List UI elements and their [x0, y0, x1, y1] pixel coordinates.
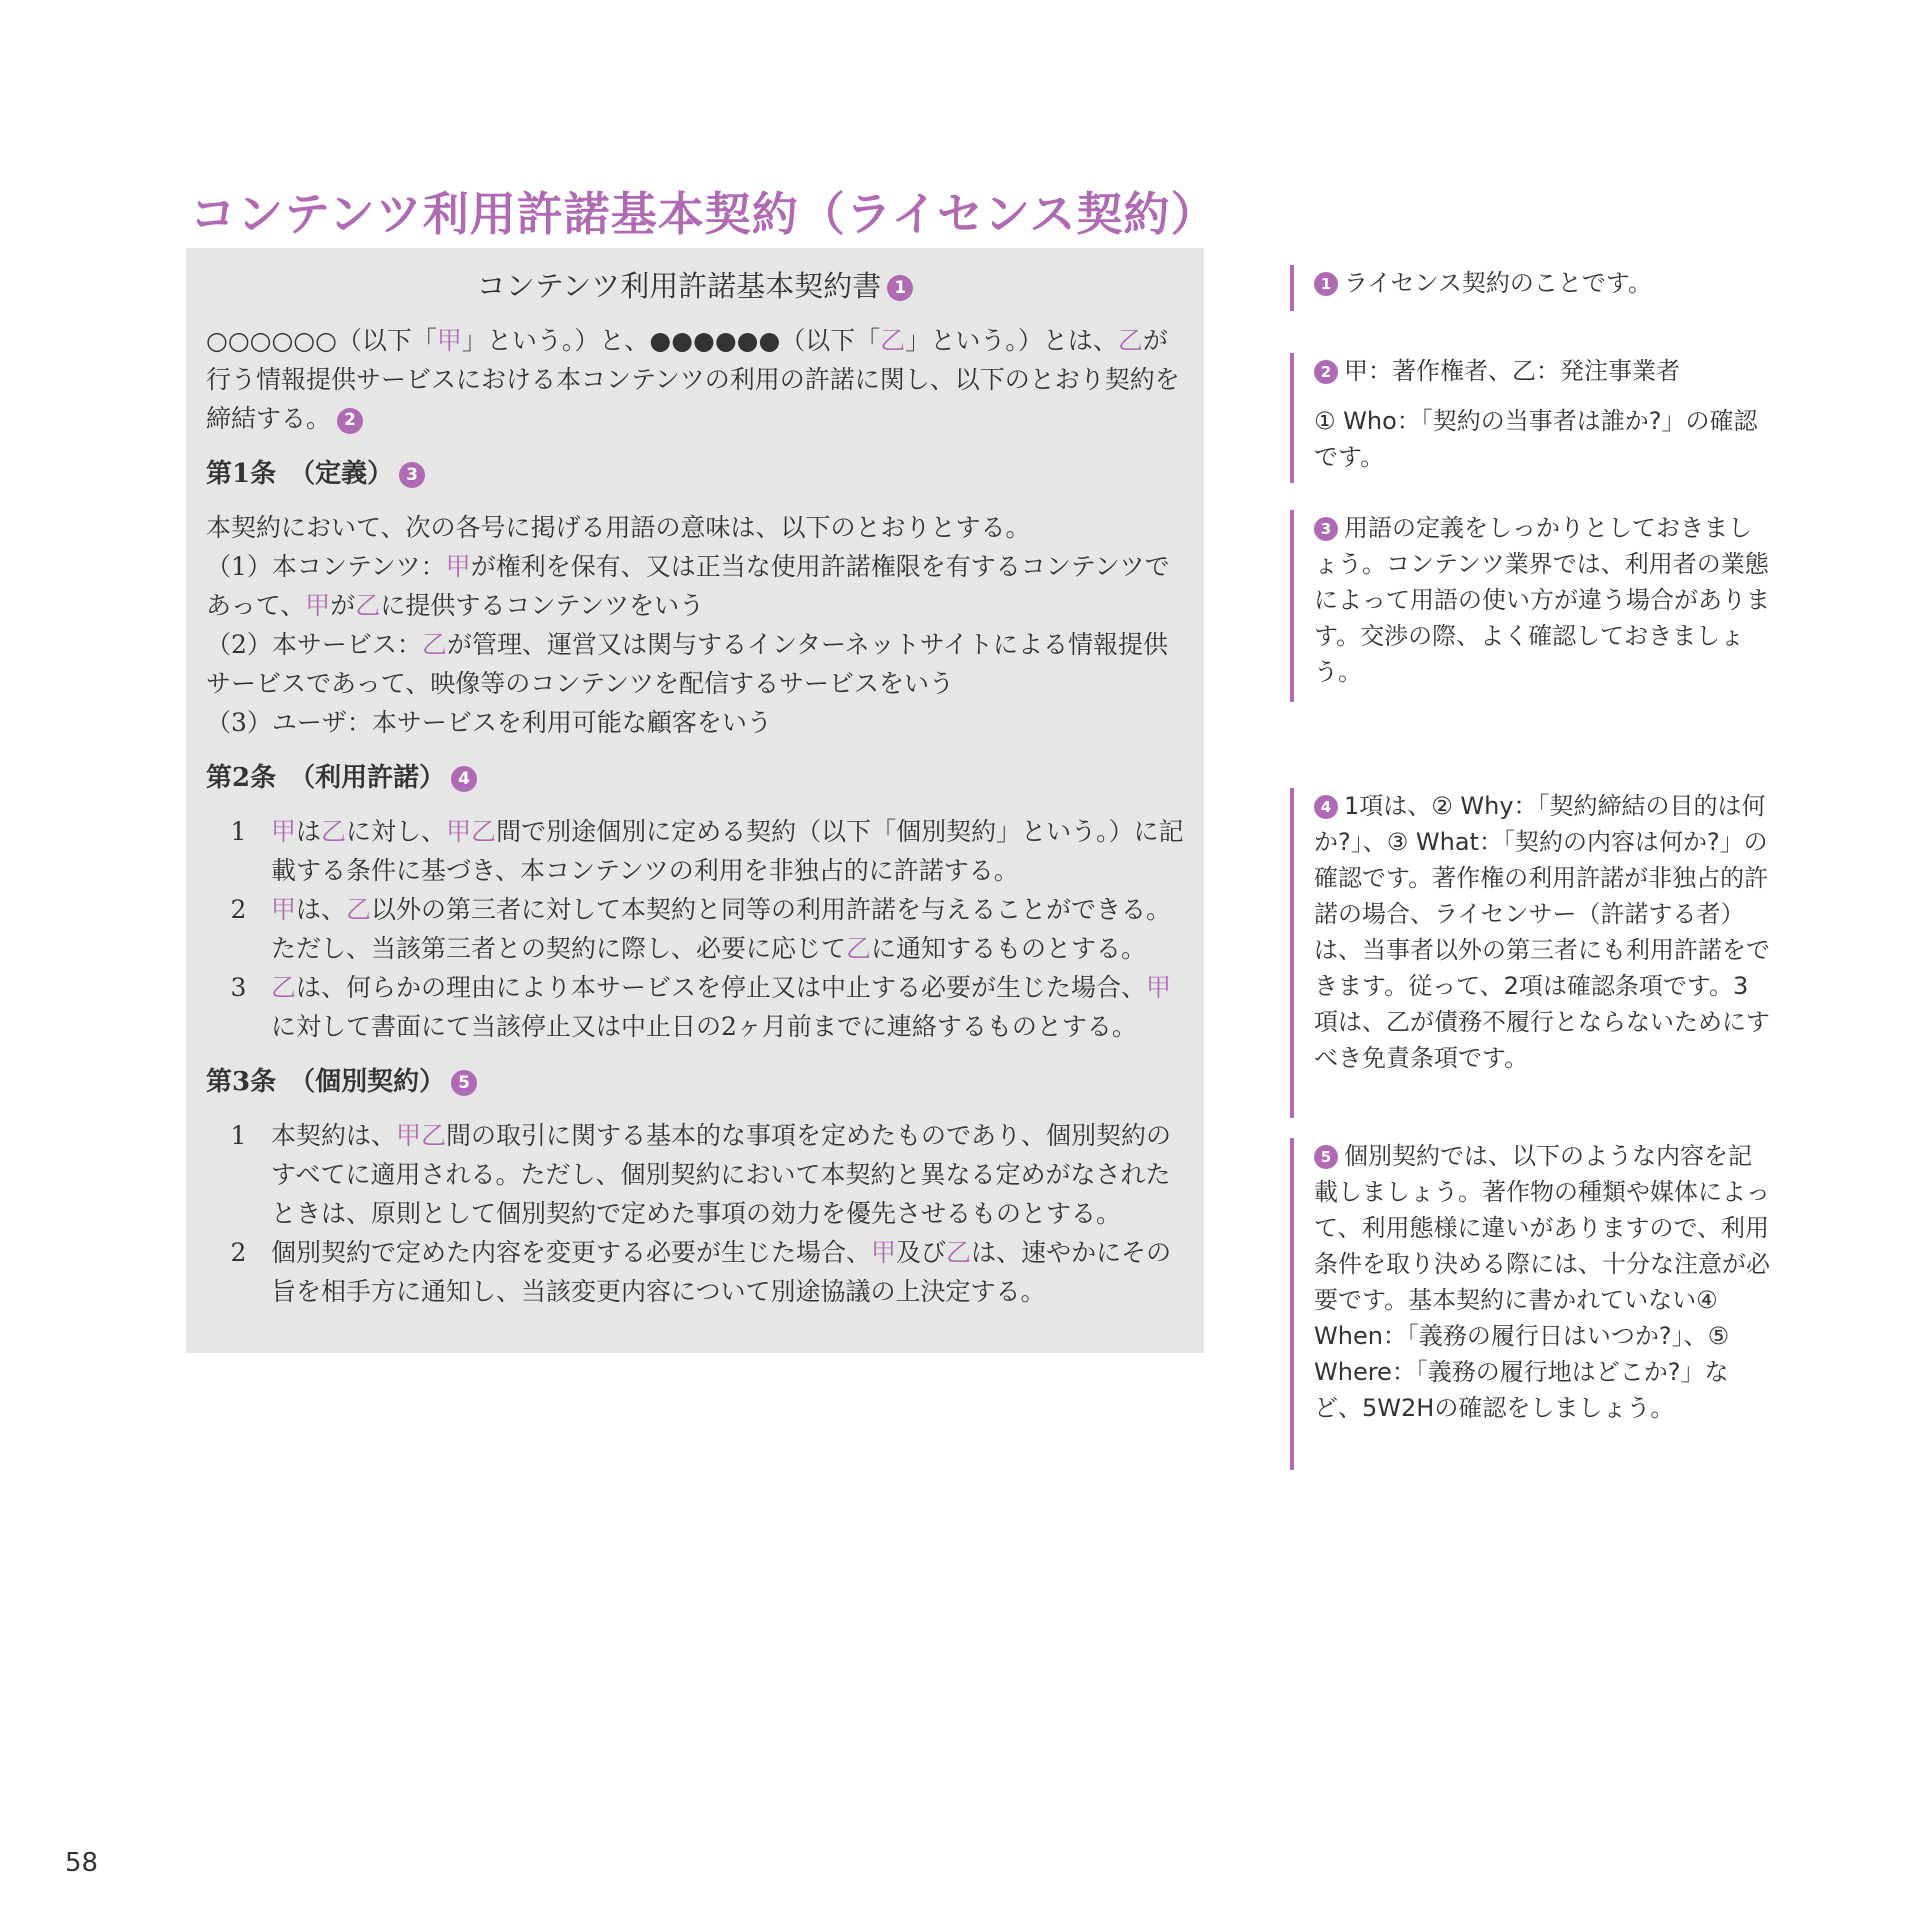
party-kou: 甲	[271, 895, 297, 924]
party-kou: 甲	[445, 552, 471, 581]
party-otsu: 乙	[1117, 326, 1143, 355]
item-number: 2	[230, 895, 247, 924]
annotation-1-text: ライセンス契約のことです。	[1344, 269, 1652, 297]
note-badge-3: 3	[1314, 517, 1338, 541]
annotation-1	[1290, 265, 1770, 311]
item-number: 2	[230, 1238, 247, 1267]
item-text-part: 本契約は、	[271, 1121, 397, 1150]
item-text	[271, 812, 1184, 890]
page-number: 58	[65, 1848, 99, 1878]
party-otsu: 乙	[846, 934, 872, 963]
party-kou: 甲	[1146, 973, 1172, 1002]
item-text	[271, 968, 1184, 1046]
party-otsu: 乙	[421, 630, 447, 659]
item-text	[271, 890, 1184, 968]
party-otsu: 乙	[271, 973, 297, 1002]
item-text-part: 以外の第三者に対して本契約と同等の利用許諾を与えることができる。ただし、当該第三者との契約に際し、必要に応じて	[271, 895, 1172, 963]
party-kou: 甲	[436, 326, 462, 355]
intro-text: ○○○○○○（以下「	[206, 326, 437, 355]
annotation-4	[1290, 788, 1770, 1118]
article-1-heading	[206, 456, 1184, 492]
article-2-item-3	[206, 968, 1184, 1046]
definition-1	[206, 547, 1184, 625]
party-kou: 甲	[305, 591, 331, 620]
contract-intro	[206, 321, 1184, 438]
item-text-part: は、何らかの理由により本サービスを停止又は中止する必要が生じた場合、	[296, 973, 1147, 1002]
def-text: （1）本コンテンツ：	[206, 552, 446, 581]
item-text-part: は、	[296, 895, 347, 924]
party-kou: 甲	[271, 817, 297, 846]
annotation-4-text: 1項は、② Why：「契約締結の目的は何か?」、③ What：「契約の内容は何か?」の確認です。著作権の利用許諾が非独占的許諾の場合、ライセンサー（許諾する者）は、当事者以外の第三者にも利用許諾をできます。従って、2項は確認条項です。3項は、乙が債務不履行とならないためにすべき免責条項です。	[1314, 792, 1770, 1072]
item-number: 3	[230, 973, 247, 1002]
party-kou: 甲	[871, 1238, 897, 1267]
note-marker-3: 3	[399, 462, 425, 488]
article-3-item-1	[206, 1116, 1184, 1233]
contract-title-text: コンテンツ利用許諾基本契約書	[476, 269, 882, 303]
def-text: が管理、運営又は関与するインターネットサイトによる情報提供サービスであって、映像等のコンテンツを配信するサービスをいう	[206, 630, 1168, 698]
party-otsu: 乙	[355, 591, 381, 620]
article-2-item-2	[206, 890, 1184, 968]
note-badge-4: 4	[1314, 795, 1338, 819]
item-text	[271, 1233, 1184, 1311]
def-text: が権利を保有、又は正当な使用許諾権限を有するコンテンツであって、	[206, 552, 1170, 620]
note-marker-4: 4	[451, 766, 477, 792]
item-number: 1	[230, 1121, 247, 1150]
def-text: に提供するコンテンツをいう	[380, 591, 705, 620]
annotation-5-text: 個別契約では、以下のような内容を記載しましょう。著作物の種類や媒体によって、利用態様に違いがありますので、利用条件を取り決める際には、十分な注意が必要です。基本契約に書かれていない④ When：「義務の履行日はいつか?」、⑤ Where：「義務の履行地はどこか?」など、5W2Hの確認をしましょう。	[1314, 1142, 1770, 1422]
item-text-part: に通知するものとする。	[871, 934, 1147, 963]
intro-text: 」という。）と、●●●●●●（以下「	[461, 326, 881, 355]
contract-box	[186, 248, 1204, 1353]
item-text	[271, 1116, 1184, 1233]
annotation-3-text: 用語の定義をしっかりとしておきましょう。コンテンツ業界では、利用者の業態によって用語の使い方が違う場合があります。交渉の際、よく確認しておきましょう。	[1314, 514, 1770, 686]
note-marker-5: 5	[451, 1070, 477, 1096]
item-text-part: は、速やかにその旨を相手方に通知し、当該変更内容について別途協議の上決定する。	[271, 1238, 1172, 1306]
item-text-part: は	[296, 817, 322, 846]
article-1-title: 第1条 （定義）	[206, 459, 394, 489]
article-3-title: 第3条 （個別契約）	[206, 1067, 446, 1097]
definition-3: （3）ユーザ：本サービスを利用可能な顧客をいう	[206, 708, 772, 737]
article-3-item-2	[206, 1233, 1184, 1311]
note-badge-5: 5	[1314, 1145, 1338, 1169]
article-2-title: 第2条 （利用許諾）	[206, 763, 446, 793]
annotation-3	[1290, 510, 1770, 702]
party-otsu: 乙	[321, 817, 347, 846]
contract-title	[206, 264, 1184, 305]
item-text-part: 及び	[896, 1238, 947, 1267]
annotation-2-text: 甲：著作権者、乙：発注事業者	[1344, 357, 1680, 385]
item-number: 1	[230, 817, 247, 846]
note-marker-2: 2	[337, 408, 363, 434]
annotation-2-subtext: ① Who：「契約の当事者は誰か?」の確認です。	[1314, 407, 1758, 471]
article-1-lead: 本契約において、次の各号に掲げる用語の意味は、以下のとおりとする。	[206, 513, 1031, 542]
party-kouotsu: 甲乙	[446, 817, 497, 846]
article-2-item-1	[206, 812, 1184, 890]
party-kouotsu: 甲乙	[396, 1121, 447, 1150]
definition-2	[206, 625, 1184, 703]
note-marker-1: 1	[887, 275, 913, 301]
intro-text: 」という。）とは、	[905, 326, 1118, 355]
party-otsu: 乙	[946, 1238, 972, 1267]
annotation-5	[1290, 1138, 1770, 1470]
annotation-2	[1290, 353, 1770, 483]
item-text-part: 間で別途個別に定める契約（以下「個別契約」という。）に記載する条件に基づき、本コンテンツの利用を非独占的に許諾する。	[271, 817, 1184, 885]
item-text-part: に対して書面にて当該停止又は中止日の2ヶ月前までに連絡するものとする。	[271, 1012, 1137, 1041]
party-otsu: 乙	[880, 326, 906, 355]
item-text-part: 個別契約で定めた内容を変更する必要が生じた場合、	[271, 1238, 872, 1267]
party-otsu: 乙	[346, 895, 372, 924]
def-text: （2）本サービス：	[206, 630, 422, 659]
note-badge-1: 1	[1314, 272, 1338, 296]
article-2-heading	[206, 760, 1184, 796]
article-3-heading	[206, 1064, 1184, 1100]
def-text: が	[330, 591, 356, 620]
item-text-part: 間の取引に関する基本的な事項を定めたものであり、個別契約のすべてに適用される。ただし、個別契約において本契約と異なる定めがなされたときは、原則として個別契約で定めた事項の効力を優先させるものとする。	[271, 1121, 1172, 1228]
page-title: コンテンツ利用許諾基本契約（ライセンス契約）	[190, 187, 1218, 241]
note-badge-2: 2	[1314, 360, 1338, 384]
intro-text: が行う情報提供サービスにおける本コンテンツの利用の許諾に関し、以下のとおり契約を締結する。	[206, 326, 1180, 433]
item-text-part: に対し、	[346, 817, 447, 846]
